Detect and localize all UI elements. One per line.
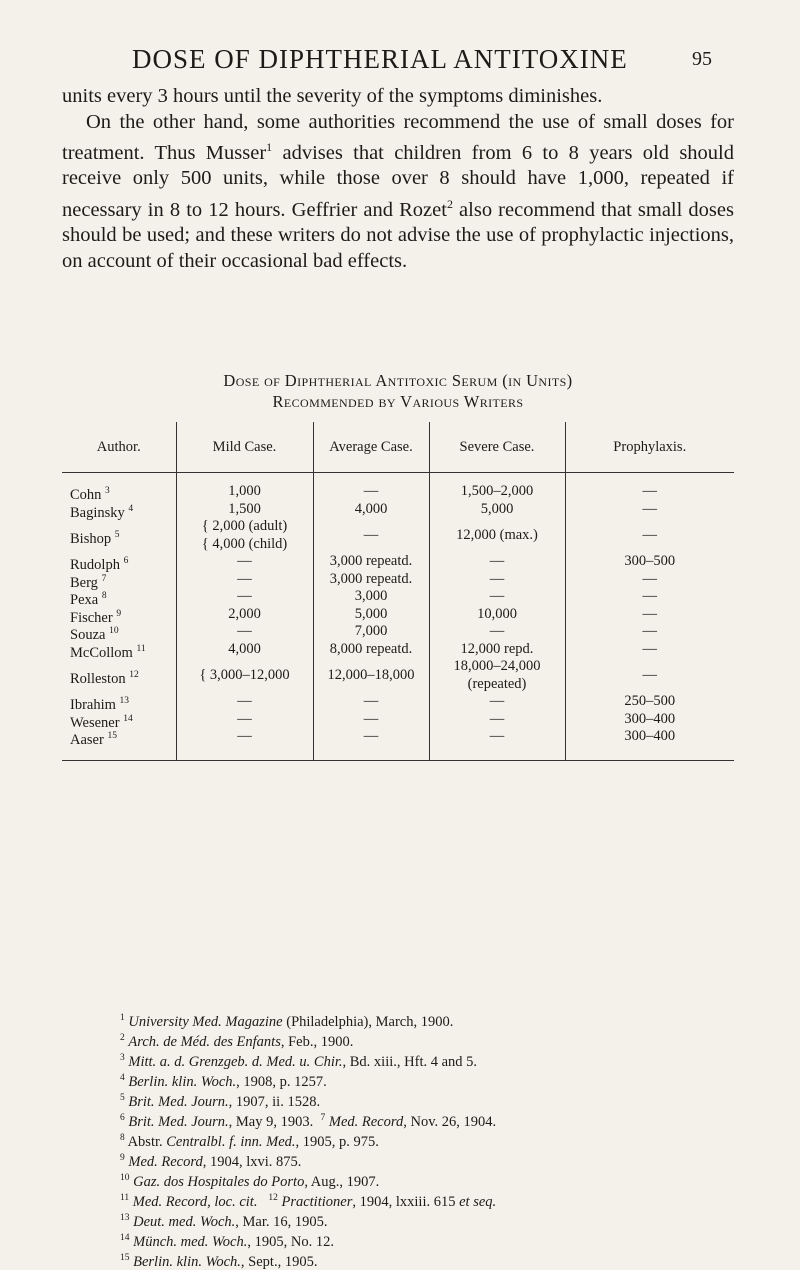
table-cell: — [489, 623, 505, 639]
table-cell: 4,000 [228, 640, 261, 657]
column-header: Mild Case. [176, 422, 313, 473]
table-cell: — [489, 570, 505, 587]
column-header: Author. [62, 422, 176, 473]
author-column [62, 473, 176, 761]
footnote: $^{15}$ Berlin. klin. Woch., Sept., 1905. [120, 1253, 318, 1270]
table-cell: — [642, 667, 657, 683]
author-cell: Ibrahim $^{13}$ [70, 696, 130, 713]
paragraph-2 [62, 110, 734, 275]
table-cell: 12,000–18,000 [327, 667, 415, 683]
table-cell: — [642, 483, 657, 499]
table-cell: 8,000 repeatd. [329, 640, 413, 657]
author-cell: Berg $^7$ [70, 573, 107, 591]
paragraph-2-part-a: On the other hand, some authorities recommend the use of small doses for treatment. Thus Musser [62, 110, 734, 164]
table-cell: 250–500 [624, 693, 676, 709]
table-cell: — [363, 728, 379, 744]
table-cell: — [363, 483, 379, 499]
table-cell: 2,000 [228, 605, 261, 622]
author-cell: Aaser $^{15}$ [70, 731, 117, 748]
mild-case-column [176, 473, 313, 761]
table-cell: — [237, 693, 252, 709]
table-cell: — [489, 728, 505, 744]
paragraph-1: units every 3 hours until the severity of the symptoms diminishes. [62, 85, 603, 107]
page-title: DOSE OF DIPHTHERIAL ANTITOXINE [132, 44, 628, 74]
table-cell: — [489, 553, 505, 569]
table-header-row [62, 422, 734, 473]
table-cell: 3,000 repeatd. [329, 570, 413, 587]
author-cell: Wesener $^{14}$ [70, 713, 133, 731]
column-header: Prophylaxis. [565, 422, 734, 473]
footnote: $^1$ University Med. Magazine (Philadelphia), March, 1900. [120, 1013, 454, 1030]
author-cell: Fischer $^9$ [70, 608, 122, 626]
table-cell: 300–500 [624, 553, 676, 569]
author-cell: Rudolph $^6$ [70, 556, 129, 573]
author-cell: Baginsky $^4$ [70, 503, 134, 521]
table-cell: — [642, 605, 657, 622]
average-case-column [313, 473, 429, 761]
prophylaxis-column [565, 473, 734, 761]
table-cell: — [642, 500, 657, 517]
table-cell: 18,000–24,000 [453, 658, 541, 674]
table-cell: — [237, 710, 252, 727]
table-cell: 3,000 [354, 588, 388, 604]
table-cell: (repeated) [467, 675, 527, 692]
author-cell: Pexa $^8$ [70, 591, 107, 608]
running-header [132, 44, 712, 84]
table-cell: 300–400 [624, 728, 676, 744]
table-cell: 1,500–2,000 [460, 483, 534, 499]
footnotes [120, 1010, 760, 1270]
column-header: Severe Case. [429, 422, 565, 473]
author-cell: McCollom $^{11}$ [70, 643, 146, 661]
table-cell: — [363, 527, 379, 543]
table-cell: — [642, 570, 657, 587]
footnote: $^9$ Med. Record, 1904, lxvi. 875. [120, 1153, 302, 1171]
table-caption-line-2: Recommended by Various Writers [272, 392, 524, 411]
author-cell: Rolleston $^{12}$ [70, 670, 139, 687]
footnote: $^3$ Mitt. a. d. Grenzgeb. d. Med. u. Chir., Bd. xiii., Hft. 4 and 5. [120, 1053, 478, 1070]
footnote: $^8$ Abstr. Centralbl. f. inn. Med., 1905, p. 975. [120, 1133, 379, 1151]
footnote-ref: 2 [446, 196, 453, 211]
footnote: $^5$ Brit. Med. Journ., 1907, ii. 1528. [120, 1093, 321, 1110]
page-number: 95 [692, 48, 712, 70]
table-cell: — [237, 553, 252, 569]
table-cell: 7,000 [354, 623, 388, 639]
severe-case-column [429, 473, 565, 761]
table-cell: — [642, 640, 657, 657]
table-cell: — [237, 728, 252, 744]
table-cell: 12,000 repd. [460, 640, 534, 657]
footnote-ref: 1 [266, 140, 273, 154]
table-cell: 4,000 [354, 500, 388, 517]
table-cell: 10,000 [477, 605, 517, 622]
table-cell: 5,000 [480, 500, 514, 517]
table-cell: — [237, 588, 252, 604]
table-cell: — [363, 693, 379, 709]
table-cell: — [642, 527, 657, 543]
table-cell: — [489, 693, 505, 709]
body-text [62, 84, 734, 274]
table-cell: — [237, 570, 252, 587]
footnote: $^{10}$ Gaz. dos Hospitales do Porto, Aug., 1907. [120, 1173, 380, 1191]
table-cell: { 4,000 (child) [201, 535, 288, 552]
table-cell: 300–400 [624, 710, 676, 727]
table-cell: — [642, 623, 657, 639]
footnote: $^2$ Arch. de Méd. des Enfants, Feb., 1900. [120, 1033, 354, 1050]
author-cell: Cohn $^3$ [70, 486, 110, 503]
author-cell: Souza $^{10}$ [70, 626, 119, 643]
paragraph-2-part-b: advises that children from 6 to 8 years old should receive only 500 units, while those over 8 should have 1,000, repeated if necessary in 8 to 12 hours. Geffrier and Rozet [62, 141, 734, 221]
table-cell: — [363, 710, 379, 727]
table-cell: { 3,000–12,000 [199, 667, 290, 683]
footnote: $^{14}$ Münch. med. Woch., 1905, No. 12. [120, 1233, 334, 1251]
footnote: $^{13}$ Deut. med. Woch., Mar. 16, 1905. [120, 1213, 328, 1231]
table-caption [62, 370, 734, 412]
table-cell: 5,000 [354, 605, 388, 622]
table-cell: 12,000 (max.) [456, 527, 538, 543]
paragraph-2-part-c: also recommend that small doses should be used; and these writers do not advise the use of prophylactic injections, on account of their occasional bad effects. [62, 198, 734, 272]
author-cell: Bishop $^5$ [70, 530, 120, 547]
dose-table [62, 422, 734, 761]
table-cell: 1,500 [228, 500, 261, 517]
table-cell: — [489, 710, 505, 727]
table-cell: — [489, 588, 505, 604]
table-caption-line-1: Dose of Diphtherial Antitoxic Serum (in Units) [223, 371, 573, 390]
table-cell: — [642, 588, 657, 604]
table-cell: 1,000 [228, 483, 261, 499]
footnote: $^6$ Brit. Med. Journ., May 9, 1903. $^7$ Med. Record, Nov. 26, 1904. [120, 1113, 497, 1130]
footnote: $^4$ Berlin. klin. Woch., 1908, p. 1257. [120, 1073, 327, 1090]
table-cell: 3,000 repeatd. [329, 553, 413, 569]
column-header: Average Case. [313, 422, 429, 473]
table-cell: — [237, 623, 252, 639]
footnote: $^{11}$ Med. Record, loc. cit. $^{12}$ Practitioner, 1904, lxxiii. 615 et seq. [120, 1193, 497, 1211]
table-cell: { 2,000 (adult) [201, 518, 288, 534]
table-body [62, 473, 734, 761]
